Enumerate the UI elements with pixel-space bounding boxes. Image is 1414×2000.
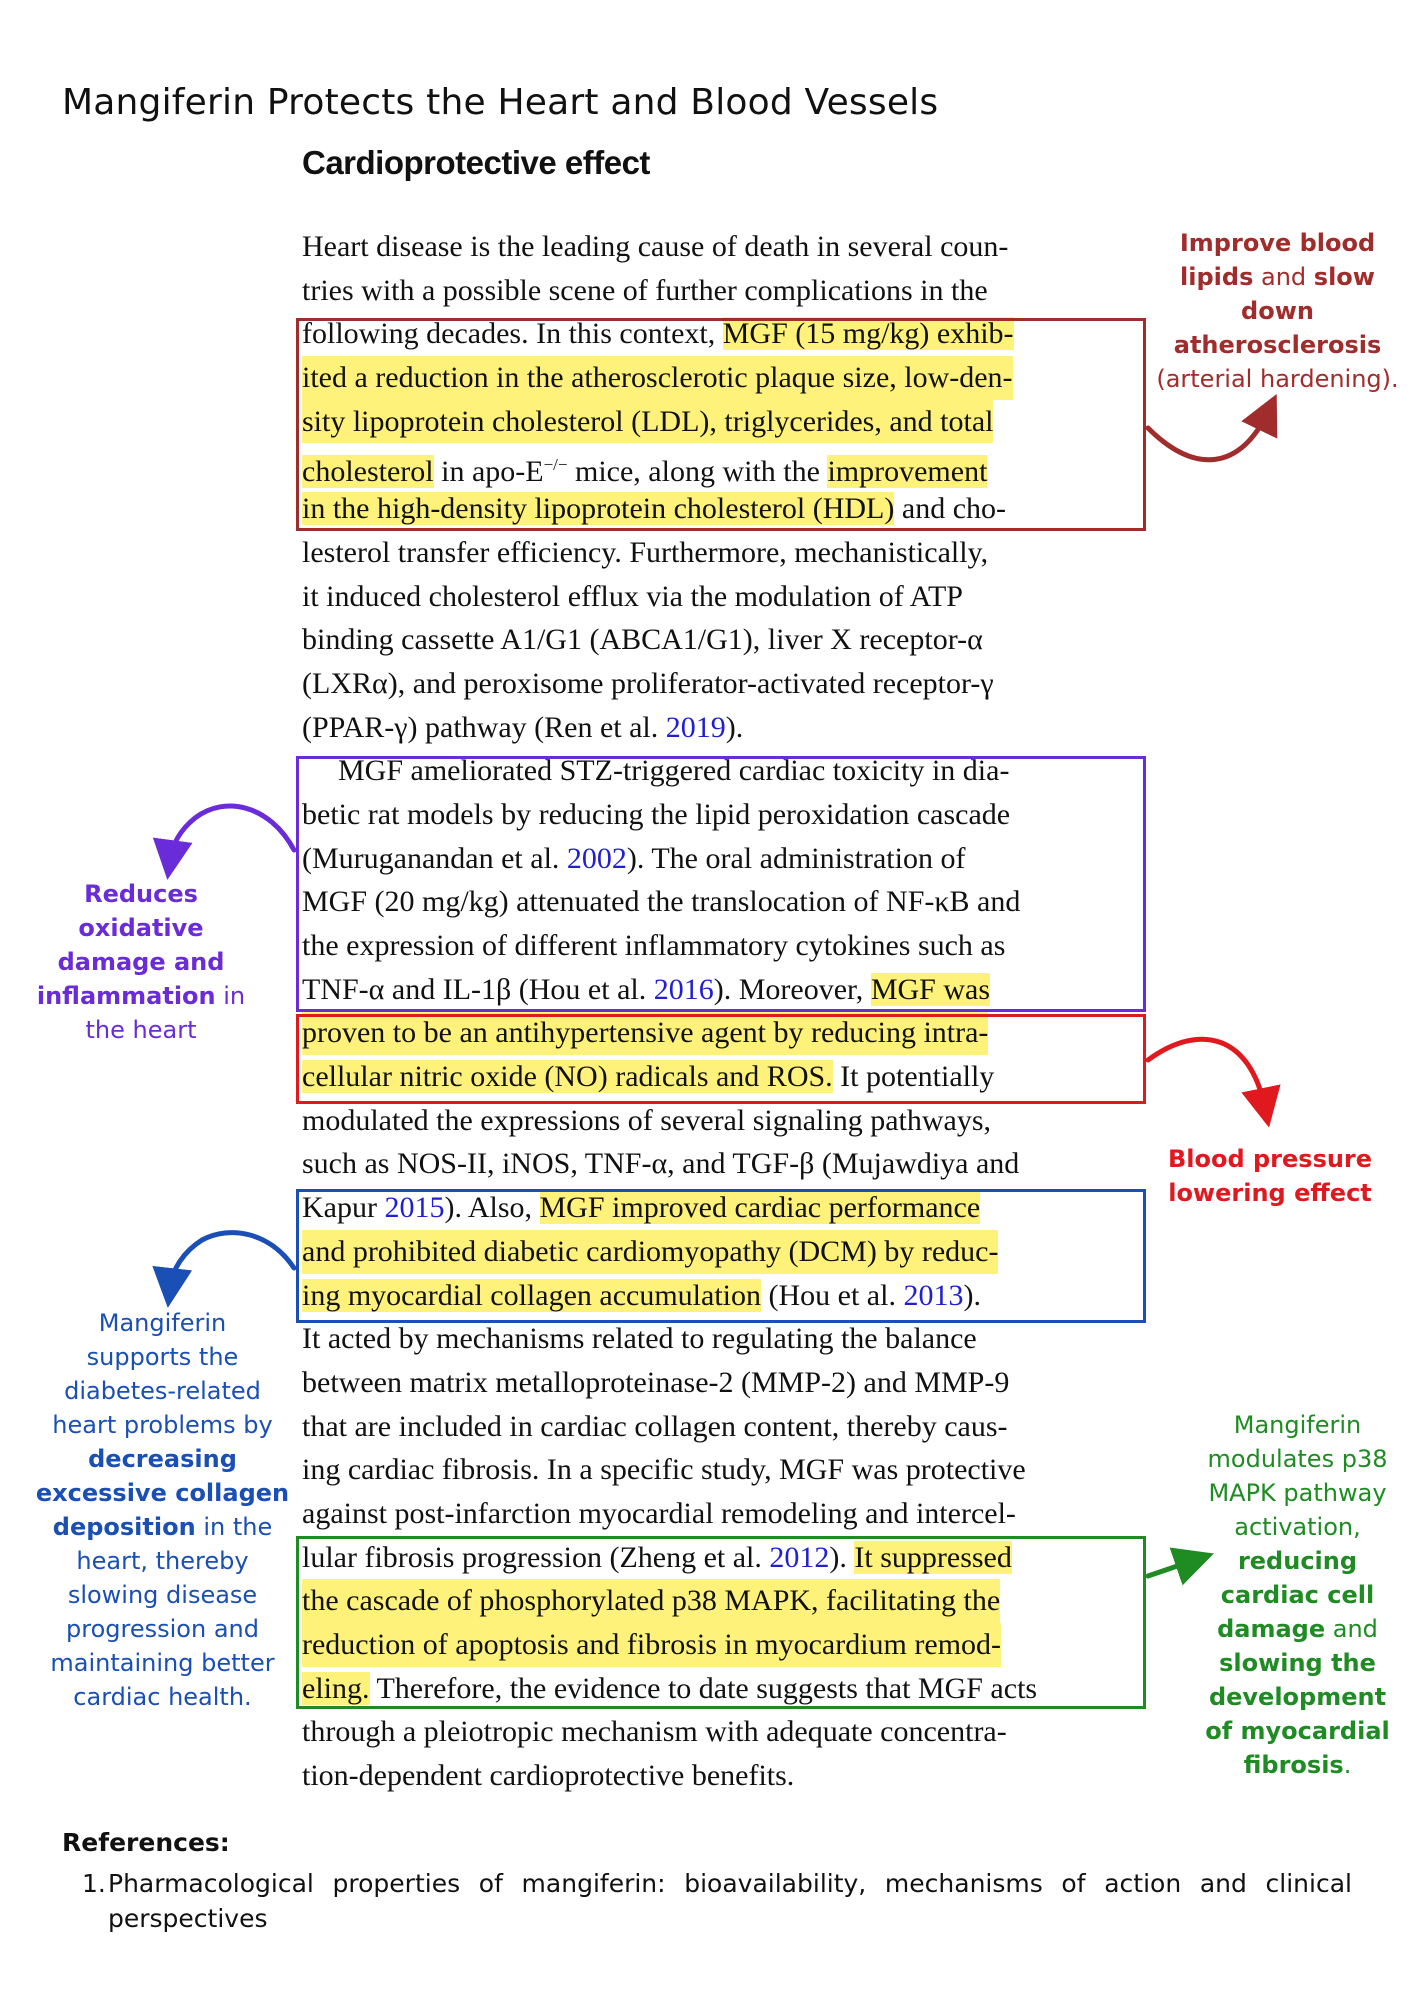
highlight: ited a reduction in the atherosclerotic plaque size, low-den-	[302, 356, 1013, 400]
highlight: improvement	[827, 455, 988, 489]
text-line: (LXRα), and peroxisome proliferator-activated receptor-γ	[302, 666, 994, 700]
text-line: such as NOS-II, iNOS, TNF-α, and TGF-β (Mujawdiya and	[302, 1147, 1020, 1181]
text-line: between matrix metalloproteinase-2 (MMP-2) and MMP-9	[302, 1365, 1010, 1399]
text-line: MGF ameliorated STZ-triggered cardiac toxicity in dia-	[338, 754, 1010, 788]
text-line: (Muruganandan et al. 2002). The oral administration of	[302, 841, 966, 875]
text-line: TNF-α and IL-1β (Hou et al. 2016). Moreover, MGF was	[302, 972, 990, 1006]
citation-link[interactable]: 2013	[903, 1278, 964, 1312]
references-label: References:	[62, 1828, 230, 1857]
arrow-lipids	[1148, 412, 1268, 460]
highlight: cholesterol	[302, 455, 434, 489]
highlight: MGF was	[870, 972, 990, 1006]
citation-link[interactable]: 2019	[665, 710, 726, 744]
arrow-collagen	[170, 1233, 294, 1288]
text-line: through a pleiotropic mechanism with adequate concentra-	[302, 1715, 1007, 1749]
highlight: proven to be an antihypertensive agent by reducing intra-	[302, 1011, 988, 1055]
note-lipids: Improve blood lipids and slow down atherosclerosis (arterial hardening).	[1156, 229, 1399, 393]
reference-text: Pharmacological properties of mangiferin: bioavailability, mechanisms of action and clinical perspectives	[108, 1869, 1352, 1933]
arrow-blood-pressure	[1148, 1039, 1265, 1108]
highlight: sity lipoprotein cholesterol (LDL), triglycerides, and total	[302, 400, 993, 444]
text-line: eling. Therefore, the evidence to date suggests that MGF acts	[302, 1671, 1038, 1705]
text-line: ing cardiac fibrosis. In a specific study, MGF was protective	[302, 1453, 1026, 1487]
highlight: MGF (15 mg/kg) exhib-	[722, 317, 1014, 351]
highlight: in the high-density lipoprotein cholesterol (HDL)	[302, 492, 895, 526]
highlight: eling.	[302, 1671, 370, 1705]
text-line: Heart disease is the leading cause of death in several coun-	[302, 230, 1009, 263]
text-line: the expression of different inflammatory cytokines such as	[302, 929, 1006, 962]
citation-link[interactable]: 2016	[653, 972, 714, 1006]
text-line: tries with a possible scene of further complications in the	[302, 273, 988, 307]
text-line: ing myocardial collagen accumulation (Hou et al. 2013).	[302, 1278, 981, 1312]
highlight: reduction of apoptosis and fibrosis in myocardium remod-	[302, 1623, 1001, 1667]
text-line: modulated the expressions of several signaling pathways,	[302, 1103, 992, 1137]
text-line: betic rat models by reducing the lipid peroxidation cascade	[302, 797, 1011, 831]
note-collagen: Mangiferin supports the diabetes-related heart problems by decreasing excessive collagen deposition in the heart, thereby slowing disease progression and maintaining better cardiac health.	[35, 1309, 290, 1711]
text-line: following decades. In this context, MGF (15 mg/kg) exhib-	[302, 317, 1014, 351]
text-line: cholesterol in apo-E−/− mice, along with the improvement	[302, 455, 988, 489]
note-blood-pressure: Blood pressure lowering effect	[1167, 1145, 1373, 1207]
text-line: lular fibrosis progression (Zheng et al. 2012). It suppressed	[302, 1540, 1012, 1574]
text-line: against post-infarction myocardial remodeling and intercel-	[302, 1496, 1016, 1530]
highlight: MGF improved cardiac performance	[539, 1191, 981, 1225]
text-line: that are included in cardiac collagen content, thereby caus-	[302, 1409, 1008, 1443]
text-line: It acted by mechanisms related to regulating the balance	[302, 1322, 977, 1356]
text-line: Kapur 2015). Also, MGF improved cardiac performance	[302, 1191, 981, 1225]
text-line: in the high-density lipoprotein cholesterol (HDL) and cho-	[302, 492, 1006, 526]
citation-link[interactable]: 2015	[384, 1191, 445, 1225]
text-line: binding cassette A1/G1 (ABCA1/G1), liver X receptor-α	[302, 623, 983, 657]
text-line: lesterol transfer efficiency. Furthermore, mechanistically,	[302, 535, 989, 569]
text-line: cellular nitric oxide (NO) radicals and ROS. It potentially	[302, 1060, 995, 1094]
reference-item	[82, 1866, 1352, 1936]
reference-number: 1.	[82, 1869, 106, 1898]
text-line: MGF (20 mg/kg) attenuated the translocation of NF-κB and	[302, 885, 1021, 919]
note-oxidative: Reduces oxidative damage and inflammation in the heart	[36, 880, 246, 1044]
text-line: tion-dependent cardioprotective benefits.	[302, 1759, 795, 1793]
highlight: It suppressed	[854, 1540, 1012, 1574]
citation-link[interactable]: 2012	[769, 1540, 830, 1574]
note-p38: Mangiferin modulates p38 MAPK pathway activation, reducing cardiac cell damage and slowing the development of myocardial fibrosis.	[1205, 1411, 1390, 1779]
highlight: cellular nitric oxide (NO) radicals and ROS.	[302, 1060, 833, 1094]
citation-link[interactable]: 2002	[566, 841, 627, 875]
highlight: ing myocardial collagen accumulation	[302, 1278, 761, 1312]
arrow-oxidative	[170, 806, 294, 860]
page-title: Mangiferin Protects the Heart and Blood Vessels	[62, 82, 939, 123]
text-line: (PPAR-γ) pathway (Ren et al. 2019).	[302, 710, 744, 744]
text-line: it induced cholesterol efflux via the modulation of ATP	[302, 579, 963, 613]
highlight: and prohibited diabetic cardiomyopathy (DCM) by reduc-	[302, 1230, 998, 1274]
section-heading: Cardioprotective effect	[302, 144, 650, 181]
highlight: the cascade of phosphorylated p38 MAPK, facilitating the	[302, 1579, 1000, 1623]
